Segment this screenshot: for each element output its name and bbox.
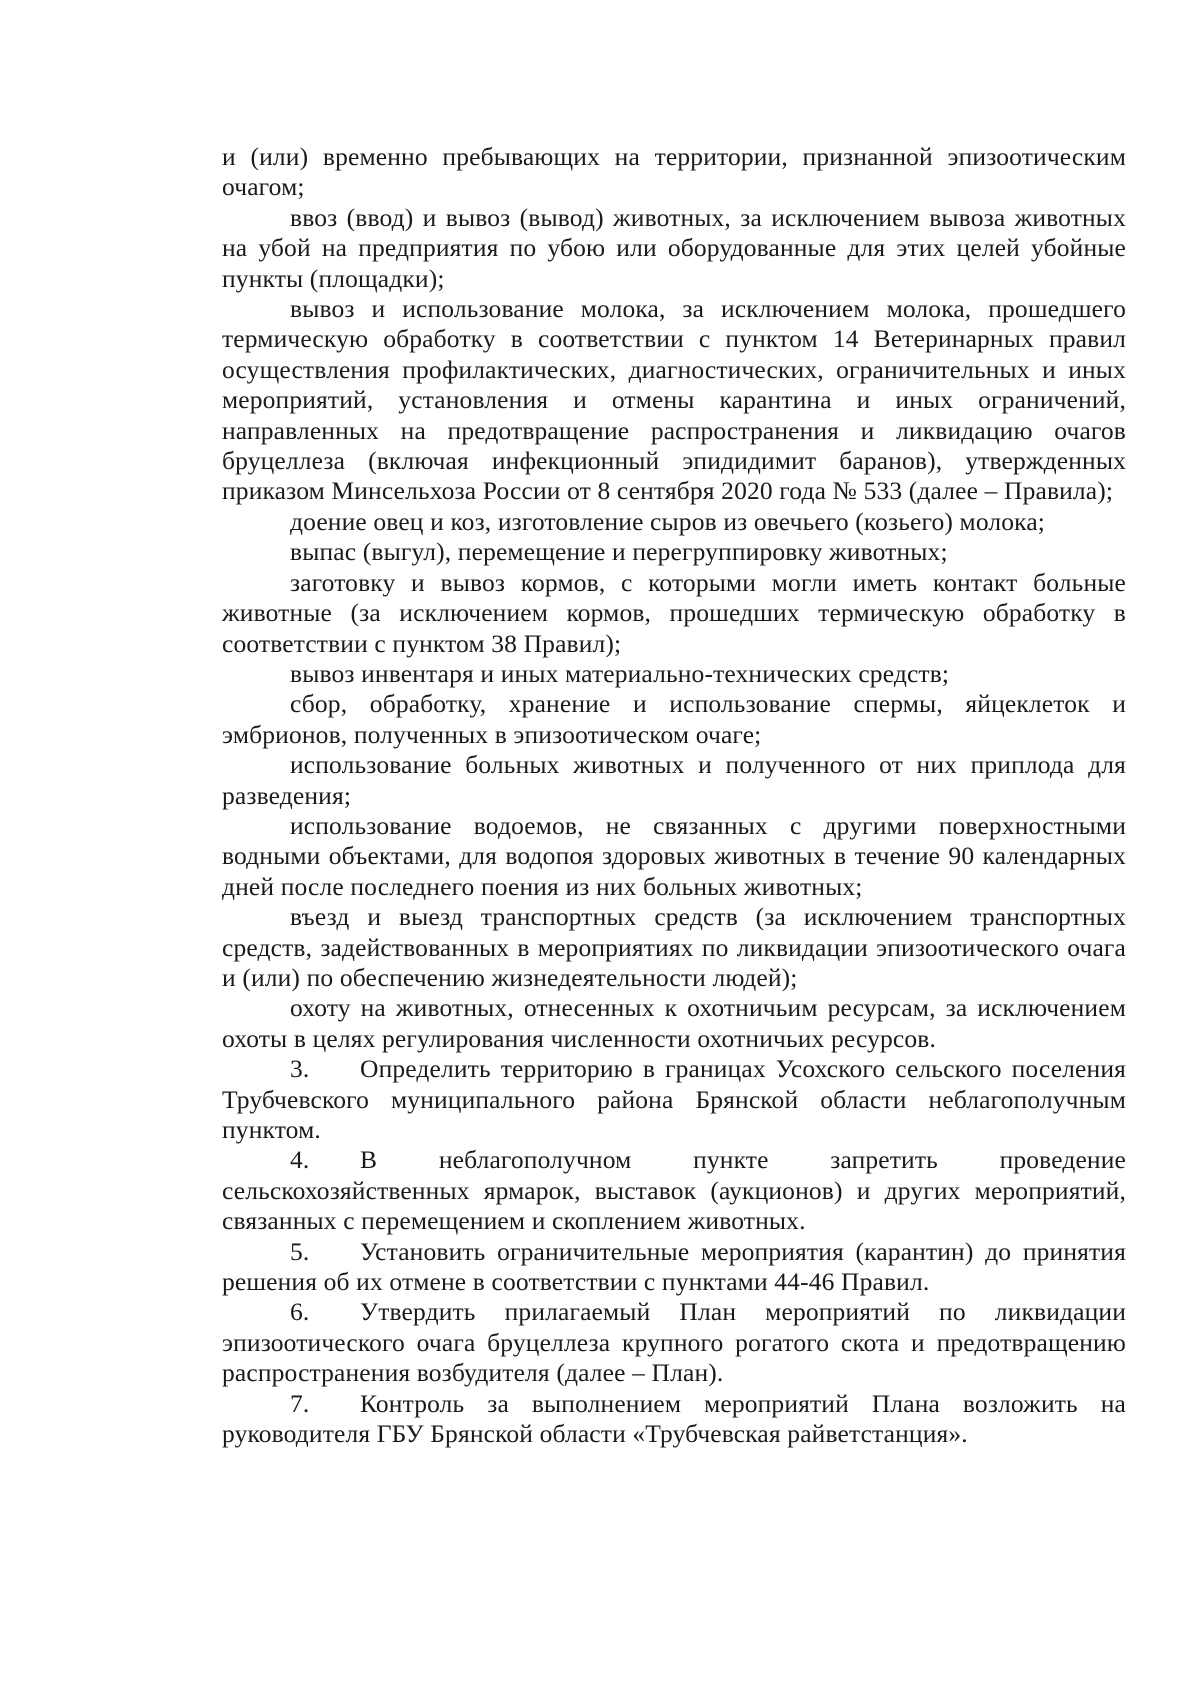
restriction-item-milking: доение овец и коз, изготовление сыров из овечьего (козьего) молока; <box>290 506 1046 536</box>
paragraph-text: В неблагополучном пункте запретить проведение сельскохозяйственных ярмарок, выставок (аукционов) и других мероприятий, связанных с перемещением и скоплением животных. <box>222 1145 1126 1236</box>
numbered-paragraph-4 <box>222 1145 1126 1236</box>
restriction-item-feed: заготовку и вывоз кормов, с которыми могли иметь контакт больные животные (за исключением кормов, прошедших термическую обработку в соответствии с пунктом 38 Правил); <box>222 567 1126 658</box>
paragraph-text: Определить территорию в границах Усохского сельского поселения Трубчевского муниципального района Брянской области неблагополучным пунктом. <box>222 1054 1126 1144</box>
restriction-item-semen: сбор, обработку, хранение и использование спермы, яйцеклеток и эмбрионов, полученных в эпизоотическом очаге; <box>222 689 1126 749</box>
paragraph-number: 7. <box>290 1388 310 1418</box>
paragraph-number: 4. <box>290 1145 310 1175</box>
paragraph-continuation: и (или) временно пребывающих на территории, признанной эпизоотическим очагом; <box>222 142 1126 202</box>
paragraph-text: Контроль за выполнением мероприятий Плана возложить на руководителя ГБУ Брянской области «Трубчевская райветстанция». <box>222 1388 1126 1449</box>
paragraph-number: 5. <box>290 1236 310 1266</box>
paragraph-number: 3. <box>290 1054 310 1084</box>
numbered-paragraph-6 <box>222 1297 1126 1388</box>
restriction-item-breeding: использование больных животных и полученного от них приплода для разведения; <box>222 750 1126 810</box>
restriction-item-grazing: выпас (выгул), перемещение и перегруппировку животных; <box>290 537 948 567</box>
numbered-paragraph-3 <box>222 1054 1126 1145</box>
restriction-item-water: использование водоемов, не связанных с другими поверхностными водными объектами, для водопоя здоровых животных в течение 90 календарных дней после последнего поения из них больных животных; <box>222 810 1126 901</box>
restriction-item-milk: вывоз и использование молока, за исключением молока, прошедшего термическую обработку в соответствии с пунктом 14 Ветеринарных правил осуществления профилактических, диагностических, ограничительных и иных мероприятий, установления и отмены карантина и иных ограничений, направленных на предотвращение распространения и ликвидацию очагов бруцеллеза (включая инфекционный эпидидимит баранов), утвержденных приказом Минсельхоза России от 8 сентября 2020 года № 533 (далее – Правила); <box>222 294 1126 506</box>
numbered-paragraph-7 <box>222 1389 1126 1450</box>
restriction-item-vehicles: въезд и выезд транспортных средств (за исключением транспортных средств, задействованных в мероприятиях по ликвидации эпизоотического очага и (или) по обеспечению жизнедеятельности людей); <box>222 902 1126 992</box>
restriction-item-inventory: вывоз инвентаря и иных материально-технических средств; <box>290 658 950 688</box>
paragraph-text: Утвердить прилагаемый План мероприятий по ликвидации эпизоотического очага бруцеллеза крупного рогатого скота и предотвращению распространения возбудителя (далее – План). <box>222 1297 1126 1388</box>
restriction-item-import-export: ввоз (ввод) и вывоз (вывод) животных, за исключением вывоза животных на убой на предприятия по убою или оборудованные для этих целей убойные пункты (площадки); <box>222 202 1126 293</box>
paragraph-text: Установить ограничительные мероприятия (карантин) до принятия решения об их отмене в соответствии с пунктами 44-46 Правил. <box>222 1236 1126 1297</box>
restriction-item-hunting: охоту на животных, отнесенных к охотничьим ресурсам, за исключением охоты в целях регулирования численности охотничьих ресурсов. <box>222 993 1126 1053</box>
numbered-paragraph-5 <box>222 1237 1126 1298</box>
paragraph-number: 6. <box>290 1297 310 1327</box>
document-body <box>222 142 1126 1449</box>
